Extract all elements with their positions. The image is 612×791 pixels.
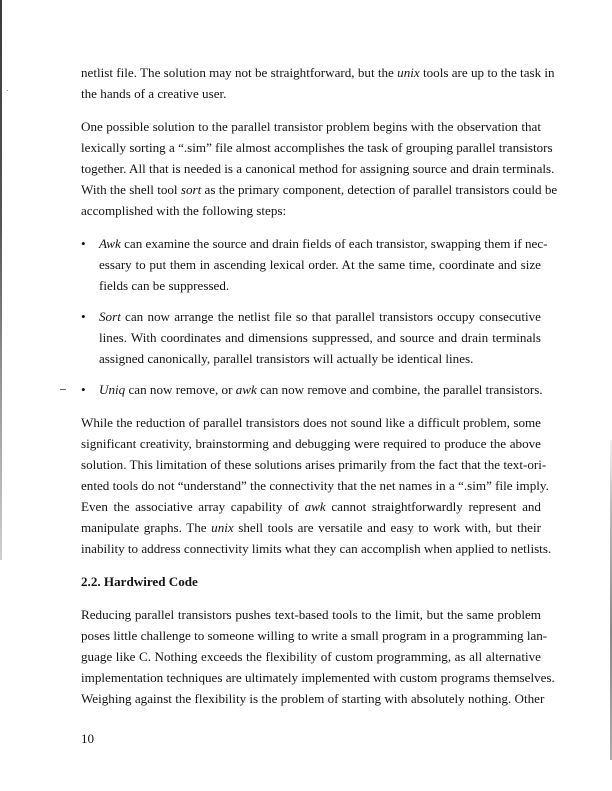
italic-term: Sort — [99, 309, 121, 324]
text-line: Uniq can now remove, or awk can now remove and combine, the parallel transistors. — [99, 382, 543, 397]
text-line: Awk can examine the source and drain fields of each transistor, swapping them if nec- — [99, 236, 548, 251]
italic-term: sort — [180, 182, 202, 197]
paragraph — [81, 412, 552, 559]
paragraph — [81, 62, 555, 104]
text-line: manipulate graphs. The unix shell tools are versatile and easy to work with, but their — [81, 520, 541, 535]
scan-artifact-dash — [60, 389, 66, 390]
text-line: Weighing against the flexibility is the problem of starting with absolutely nothing. Other — [81, 691, 545, 706]
text-line: fields can be suppressed. — [99, 278, 230, 293]
text-line: poses little challenge to someone willing to write a small program in a programming lan- — [81, 628, 548, 643]
text-line: together. All that is needed is a canonical method for assigning source and drain terminals. — [81, 161, 555, 176]
text-line: essary to put them in ascending lexical order. At the same time, coordinate and size — [99, 257, 541, 272]
scan-artifact-dot — [7, 90, 8, 91]
italic-term: Uniq — [99, 382, 126, 397]
steps-bullet-list — [81, 233, 548, 400]
text-line: solution. This limitation of these solutions arises primarily from the fact that the text-ori- — [81, 457, 547, 472]
text-line: implementation techniques are ultimately implemented with custom programs themselves. — [81, 670, 555, 685]
text-line: assigned canonically, parallel transistors will actually be identical lines. — [99, 351, 474, 366]
scan-edge-shadow-left — [0, 0, 2, 560]
page-number: 10 — [81, 731, 95, 746]
list-item — [81, 379, 541, 400]
text-line: accomplished with the following steps: — [81, 203, 287, 218]
text-line: Even the associative array capability of awk cannot straightforwardly represent and — [81, 499, 541, 514]
italic-term: Awk — [99, 236, 121, 251]
text-line: lines. With coordinates and dimensions suppressed, and source and drain terminals — [99, 330, 541, 345]
italic-term: awk — [304, 499, 326, 514]
text-line: lexically sorting a “.sim” file almost accomplishes the task of grouping parallel transistors — [81, 140, 553, 155]
section-paragraphs — [81, 604, 555, 709]
text-line: netlist file. The solution may not be straightforward, but the unix tools are up to the task in — [81, 65, 555, 80]
italic-term: awk — [235, 382, 257, 397]
list-item — [81, 233, 548, 296]
text-line: the hands of a creative user. — [81, 86, 227, 101]
text-line: While the reduction of parallel transistors does not sound like a difficult problem, some — [81, 415, 541, 430]
text-line: inability to address connectivity limits what they can accomplish when applied to netlists. — [81, 541, 552, 556]
text-line: One possible solution to the parallel transistor problem begins with the observation that — [81, 119, 541, 134]
text-line: Reducing parallel transistors pushes text-based tools to the limit, but the same problem — [81, 607, 541, 622]
section-heading: 2.2. Hardwired Code — [81, 574, 198, 589]
text-line: ented tools do not “understand” the connectivity that the net names in a “.sim” file imply. — [81, 478, 549, 493]
text-line: significant creativity, brainstorming and debugging were required to produce the above — [81, 436, 541, 451]
italic-term: unix — [397, 65, 420, 80]
list-item — [81, 306, 541, 369]
text-line: Sort can now arrange the netlist file so that parallel transistors occupy consecutive — [99, 309, 541, 324]
bullet-icon: • — [81, 382, 86, 397]
paragraph — [81, 604, 555, 709]
bullet-icon: • — [81, 236, 86, 251]
text-line: With the shell tool sort as the primary component, detection of parallel transistors could be — [81, 182, 558, 197]
bullet-icon: • — [81, 309, 86, 324]
paragraph — [81, 116, 558, 221]
intro-paragraphs — [81, 62, 558, 221]
text-line: guage like C. Nothing exceeds the flexibility of custom programming, as all alternative — [81, 649, 541, 664]
discussion-paragraphs — [81, 412, 552, 559]
page-body — [81, 62, 558, 721]
italic-term: unix — [211, 520, 234, 535]
